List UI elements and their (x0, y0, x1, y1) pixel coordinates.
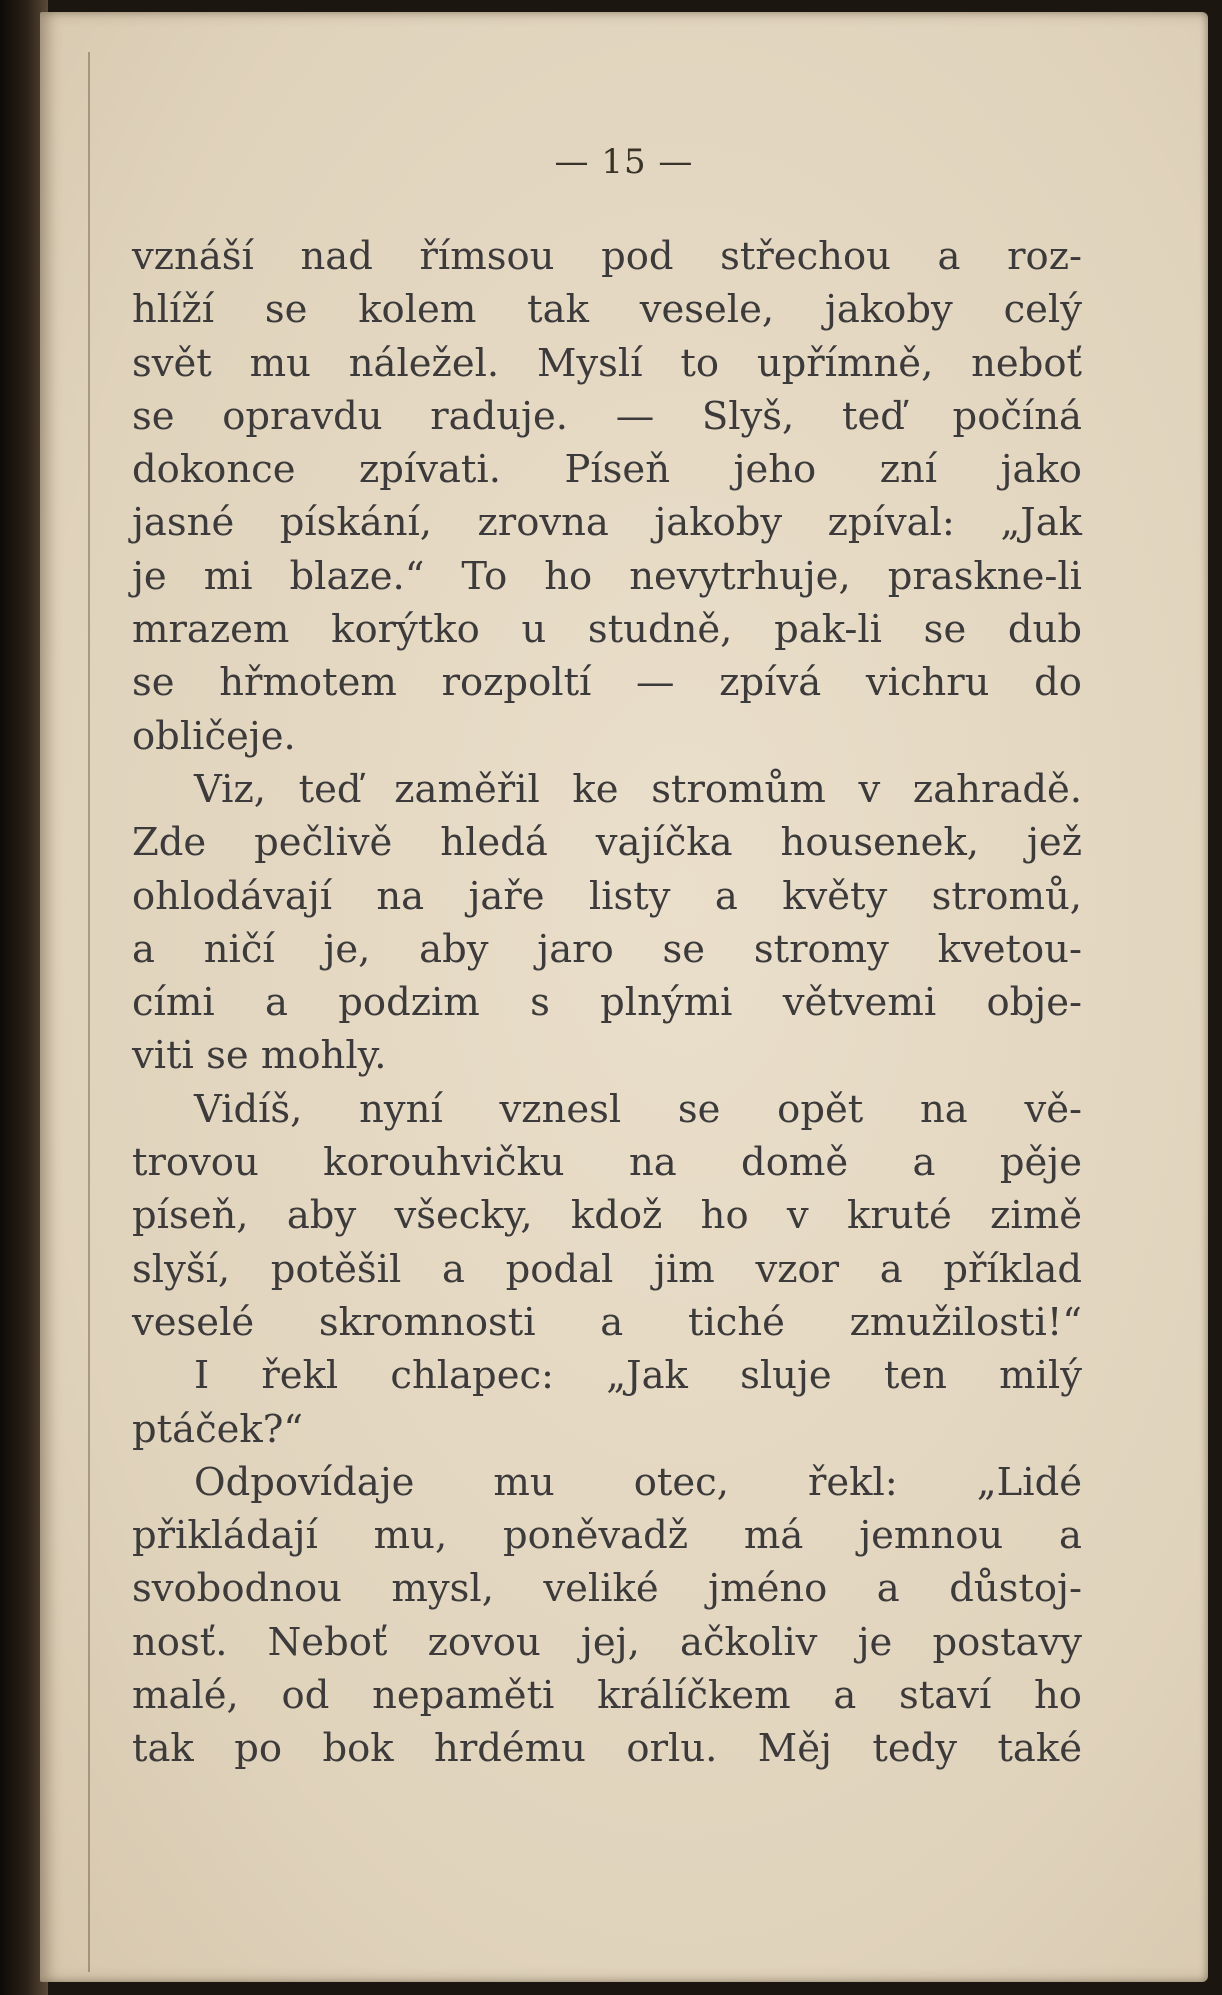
page-gutter-edge (88, 52, 90, 1972)
text-line: a ničí je, aby jaro se stromy kvetou- (132, 926, 1082, 972)
book-page (40, 12, 1208, 1982)
text-line: Viz, teď zaměřil ke stromům v zahradě. (194, 766, 1082, 812)
text-line: mrazem korýtko u studně, pak-li se dub (132, 607, 1082, 653)
page-number: — 15 — (554, 142, 694, 182)
text-line: obličeje. (132, 713, 296, 759)
text-line: jasné pískání, zrovna jakoby zpíval: „Jak (132, 500, 1082, 546)
text-line: se opravdu raduje. — Slyš, teď počíná (132, 393, 1082, 439)
text-line: tak po bok hrdému orlu. Měj tedy také (132, 1726, 1082, 1772)
text-line: cími a podzim s plnými větvemi obje- (132, 980, 1082, 1026)
text-line: přikládají mu, poněvadž má jemnou a (132, 1513, 1082, 1559)
body-text (132, 230, 1082, 1776)
text-line: trovou korouhvičku na domě a pěje (132, 1140, 1082, 1186)
text-line: I řekl chlapec: „Jak sluje ten milý (194, 1353, 1082, 1399)
text-line: veselé skromnosti a tiché zmužilosti!“ (132, 1299, 1082, 1345)
text-line: píseň, aby všecky, kdož ho v kruté zimě (132, 1193, 1082, 1239)
text-line: dokonce zpívati. Píseň jeho zní jako (132, 447, 1082, 493)
text-line: hlíží se kolem tak vesele, jakoby celý (132, 287, 1082, 333)
text-line: je mi blaze.“ To ho nevytrhuje, praskne-li (132, 553, 1082, 599)
text-line: svět mu náležel. Myslí to upřímně, neboť (132, 340, 1082, 386)
text-line: nosť. Neboť zovou jej, ačkoliv je postavy (132, 1619, 1082, 1665)
text-line: vznáší nad římsou pod střechou a roz- (132, 234, 1082, 279)
text-line: Vidíš, nyní vznesl se opět na vě- (194, 1086, 1082, 1132)
text-line: ptáček?“ (132, 1406, 304, 1452)
text-line: svobodnou mysl, veliké jméno a důstoj- (132, 1566, 1082, 1612)
text-line: Odpovídaje mu otec, řekl: „Lidé (194, 1459, 1082, 1505)
text-line: viti se mohly. (132, 1033, 387, 1079)
text-line: ohlodávají na jaře listy a květy stromů, (132, 873, 1082, 919)
text-line: Zde pečlivě hledá vajíčka housenek, jež (132, 820, 1082, 866)
text-line: slyší, potěšil a podal jim vzor a příklad (132, 1246, 1082, 1292)
text-line: se hřmotem rozpoltí — zpívá vichru do (132, 660, 1082, 706)
text-line: malé, od nepaměti králíčkem a staví ho (132, 1673, 1082, 1719)
